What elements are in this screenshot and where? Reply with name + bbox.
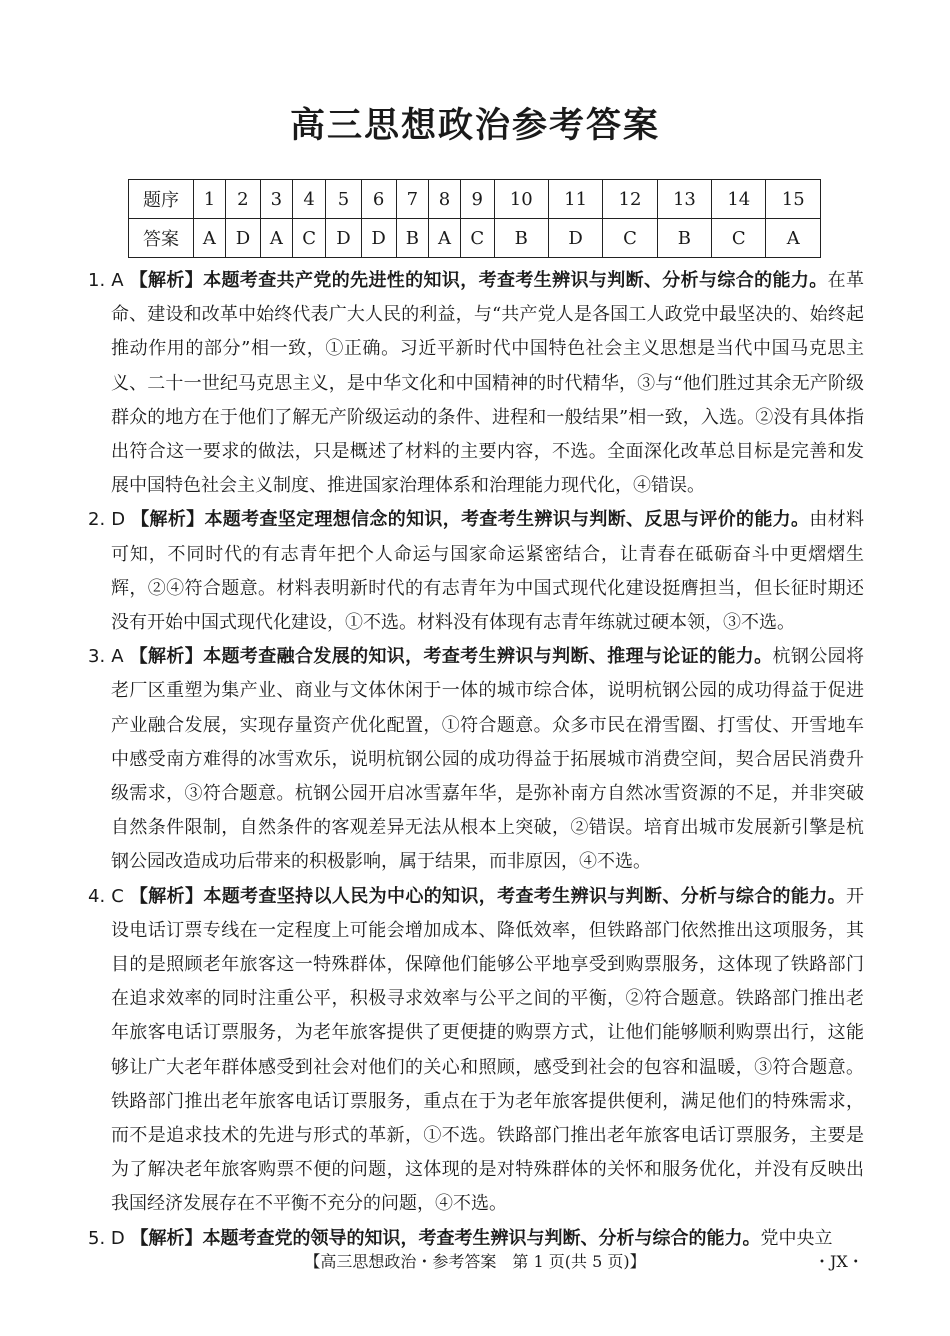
page-footer: 【高三思想政治・参考答案 第 1 页(共 5 页)】 [304,1252,646,1271]
answer-explanations [88,264,864,1256]
question-number-cell: 6 [361,180,396,219]
question-number-cell: 7 [396,180,428,219]
answer-table [128,179,821,258]
answer-table-answer-row [129,219,821,258]
explanation-item [88,264,864,503]
question-number-cell: 2 [225,180,260,219]
answer-cell: A [194,219,226,258]
item-number: 3. A [88,646,124,668]
item-number: 5. D [88,1227,125,1249]
item-number: 4. C [88,885,124,907]
explanation-item [88,503,864,640]
item-number: 1. A [88,270,124,291]
item-number: 2. D [88,509,126,531]
row-label-answer: 答案 [129,219,194,258]
answer-cell: B [396,219,428,258]
question-number-cell: 14 [712,180,766,219]
answer-cell: D [548,219,602,258]
item-heading: 【解析】本题考查融合发展的知识，考查考生辨识与判断、推理与论证的能力。 [129,646,773,668]
answer-cell: A [766,219,821,258]
answer-table-number-row [129,180,821,219]
item-body: 党中央立 [760,1227,833,1249]
item-heading: 【解析】本题考查共产党的先进性的知识，考查考生辨识与判断、分析与综合的能力。 [129,270,828,291]
explanation-item [88,640,864,879]
row-label-number: 题序 [129,180,194,219]
footer-mark: ・JX・ [814,1252,864,1271]
question-number-cell: 5 [326,180,361,219]
item-heading: 【解析】本题考查坚定理想信念的知识，考查考生辨识与判断、反思与评价的能力。 [131,509,810,531]
answer-cell: C [460,219,494,258]
item-body: 在革命、建设和改革中始终代表广大人民的利益，与“共产党人是各国工人政党中最坚决的、始终起推动作用的部分”相一致，①正确。习近平新时代中国特色社会主义思想是当代中国马克思主义、二十一世纪马克思主义，是中华文化和中国精神的时代精华，③与“他们胜过其余无产阶级群众的地方在于他们了解无产阶级运动的条件、进程和一般结果”相一致，入选。②没有具体指出符合这一要求的做法，只是概述了材料的主要内容，不选。全面深化改革总目标是完善和发展中国特色社会主义制度、推进国家治理体系和治理能力现代化，④错误。 [111,270,864,497]
answer-cell: C [292,219,326,258]
explanation-item [88,880,864,1222]
answer-cell: D [225,219,260,258]
answer-cell: C [603,219,657,258]
question-number-cell: 10 [494,180,548,219]
question-number-cell: 13 [657,180,711,219]
answer-cell: A [260,219,292,258]
item-heading: 【解析】本题考查坚持以人民为中心的知识，考查考生辨识与判断、分析与综合的能力。 [129,885,846,907]
page-title: 高三思想政治参考答案 [289,106,660,146]
question-number-cell: 12 [603,180,657,219]
answer-cell: D [326,219,361,258]
question-number-cell: 1 [194,180,226,219]
question-number-cell: 15 [766,180,821,219]
question-number-cell: 9 [460,180,494,219]
item-body: 杭钢公园将老厂区重塑为集产业、商业与文体休闲于一体的城市综合体，说明杭钢公园的成功得益于促进产业融合发展，实现存量资产优化配置，①符合题意。众多市民在滑雪圈、打雪仗、开雪地车中感受南方难得的冰雪欢乐，说明杭钢公园的成功得益于拓展城市消费空间，契合居民消费升级需求，③符合题意。杭钢公园开启冰雪嘉年华，是弥补南方自然冰雪资源的不足，并非突破自然条件限制，自然条件的客观差异无法从根本上突破，②错误。培育出城市发展新引擎是杭钢公园改造成功后带来的积极影响，属于结果，而非原因，④不选。 [111,646,864,873]
item-heading: 【解析】本题考查党的领导的知识，考查考生辨识与判断、分析与综合的能力。 [130,1227,761,1249]
question-number-cell: 8 [429,180,461,219]
question-number-cell: 11 [548,180,602,219]
answer-cell: C [712,219,766,258]
answer-cell: B [657,219,711,258]
answer-cell: D [361,219,396,258]
question-number-cell: 4 [292,180,326,219]
item-body: 由材料可知，不同时代的有志青年把个人命运与国家命运紧密结合，让青春在砥砺奋斗中更熠熠生辉，②④符合题意。材料表明新时代的有志青年为中国式现代化建设挺膺担当，但长征时期还没有开始中国式现代化建设，①不选。材料没有体现有志青年练就过硬本领，③不选。 [111,509,865,634]
item-body: 开设电话订票专线在一定程度上可能会增加成本、降低效率，但铁路部门依然推出这项服务，其目的是照顾老年旅客这一特殊群体，保障他们能够公平地享受到购票服务，这体现了铁路部门在追求效率的同时注重公平，积极寻求效率与公平之间的平衡，②符合题意。铁路部门推出老年旅客电话订票服务，为老年旅客提供了更便捷的购票方式，让他们能够顺利购票出行，这能够让广大老年群体感受到社会对他们的关心和照顾，感受到社会的包容和温暖，③符合题意。铁路部门推出老年旅客电话订票服务，重点在于为老年旅客提供便利，满足他们的特殊需求，而不是追求技术的先进与形式的革新，①不选。铁路部门推出老年旅客电话订票服务，主要是为了解决老年旅客购票不便的问题，这体现的是对特殊群体的关怀和服务优化，并没有反映出我国经济发展存在不平衡不充分的问题，④不选。 [111,885,864,1215]
answer-cell: A [429,219,461,258]
answer-cell: B [494,219,548,258]
question-number-cell: 3 [260,180,292,219]
